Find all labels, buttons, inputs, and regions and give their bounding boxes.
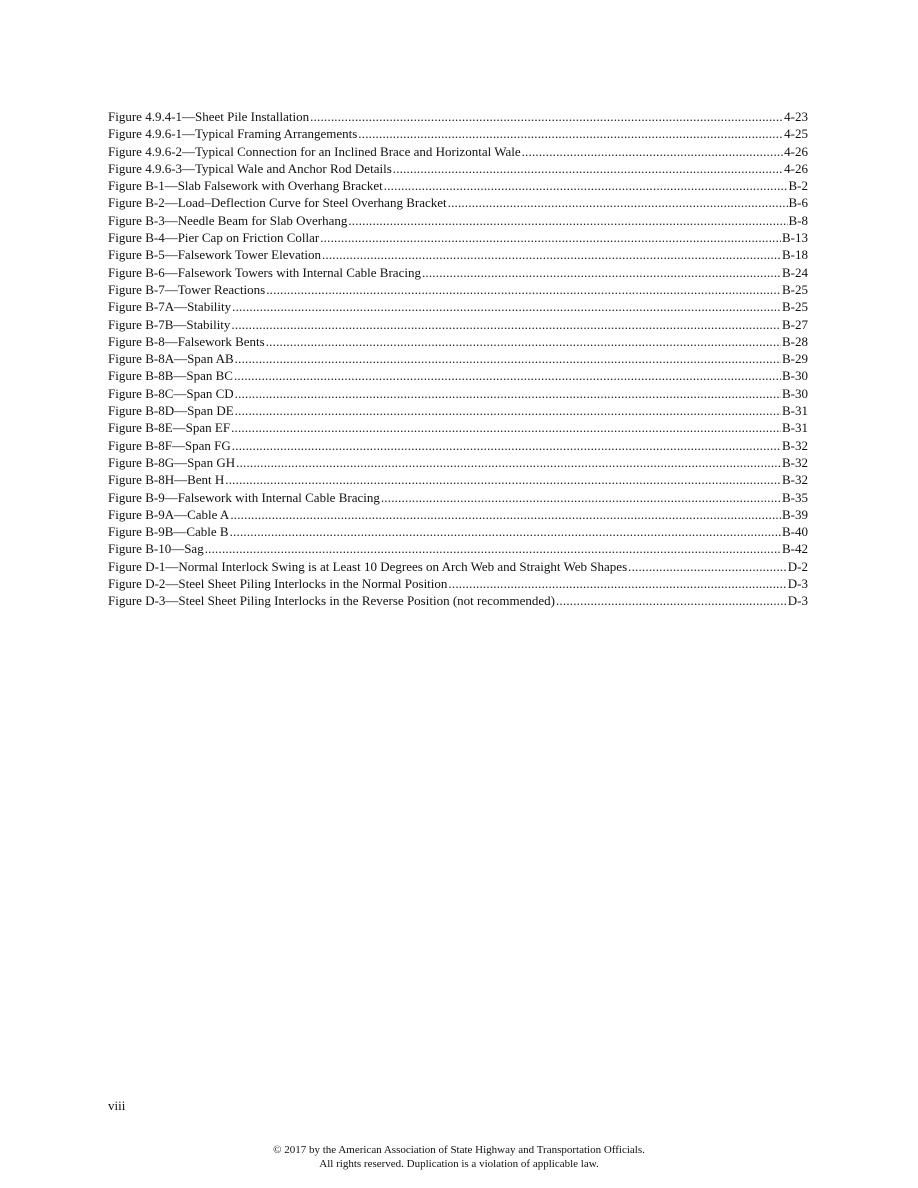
toc-entry-title: Figure B-7B—Stability <box>108 316 231 332</box>
toc-entry-page: B-35 <box>782 489 808 505</box>
toc-entry-page: B-32 <box>782 437 808 453</box>
toc-entry[interactable] <box>108 194 808 211</box>
dot-leader <box>230 523 781 540</box>
toc-entry-title: Figure B-8D—Span DE <box>108 403 234 419</box>
toc-entry[interactable] <box>108 523 808 540</box>
toc-entry[interactable] <box>108 229 808 246</box>
toc-entry-title: Figure B-8E—Span EF <box>108 420 231 436</box>
dot-leader <box>393 160 783 177</box>
dot-leader <box>348 212 787 229</box>
dot-leader <box>232 437 781 454</box>
toc-entry[interactable] <box>108 385 808 402</box>
dot-leader <box>205 540 781 557</box>
dot-leader <box>235 402 781 419</box>
toc-entry[interactable] <box>108 402 808 419</box>
dot-leader <box>522 143 784 160</box>
toc-entry-page: B-42 <box>782 541 808 557</box>
toc-entry-title: Figure B-6—Falsework Towers with Internal Cable Bracing <box>108 264 421 280</box>
toc-entry-page: B-28 <box>782 333 808 349</box>
dot-leader <box>266 281 781 298</box>
rights-line: All rights reserved. Duplication is a violation of applicable law. <box>319 1158 599 1170</box>
toc-entry[interactable] <box>108 350 808 367</box>
toc-entry-page: D-3 <box>787 576 808 592</box>
dot-leader <box>384 177 788 194</box>
toc-entry[interactable] <box>108 264 808 281</box>
toc-entry[interactable] <box>108 246 808 263</box>
toc-entry-page: B-40 <box>782 524 808 540</box>
toc-entry-page: 4-23 <box>784 109 808 124</box>
dot-leader <box>448 575 786 592</box>
toc-entry-title: Figure D-3—Steel Sheet Piling Interlocks in the Reverse Position (not recommended) <box>108 593 555 609</box>
dot-leader <box>266 333 781 350</box>
toc-entry-page: B-31 <box>782 403 808 419</box>
toc-entry[interactable] <box>108 108 808 125</box>
dot-leader <box>230 506 781 523</box>
toc-entry-title: Figure D-2—Steel Sheet Piling Interlocks in the Normal Position <box>108 576 448 592</box>
toc-entry[interactable] <box>108 471 808 488</box>
toc-entry[interactable] <box>108 298 808 315</box>
toc-entry[interactable] <box>108 489 808 506</box>
toc-entry-title: Figure B-8C—Span CD <box>108 385 234 401</box>
toc-entry-title: Figure B-9—Falsework with Internal Cable Bracing <box>108 489 380 505</box>
toc-entry-page: B-30 <box>782 368 808 384</box>
toc-entry-page: D-3 <box>787 593 808 609</box>
toc-entry[interactable] <box>108 177 808 194</box>
dot-leader <box>310 108 783 125</box>
dot-leader <box>320 229 781 246</box>
toc-entry-title: Figure B-1—Slab Falsework with Overhang Bracket <box>108 178 383 194</box>
dot-leader <box>225 471 781 488</box>
toc-entry-title: Figure B-8B—Span BC <box>108 368 233 384</box>
dot-leader <box>236 454 781 471</box>
dot-leader <box>232 298 781 315</box>
dot-leader <box>322 246 781 263</box>
toc-entry-title: Figure B-7A—Stability <box>108 299 232 315</box>
toc-entry-page: B-39 <box>782 506 808 522</box>
dot-leader <box>235 385 781 402</box>
toc-entry-title: Figure D-1—Normal Interlock Swing is at Least 10 Degrees on Arch Web and Straight Web Shapes <box>108 558 628 574</box>
toc-entry-page: B-2 <box>788 178 808 194</box>
toc-entry-page: B-30 <box>782 385 808 401</box>
toc-entry-page: 4-26 <box>784 143 808 159</box>
toc-entry-page: B-18 <box>782 247 808 263</box>
dot-leader <box>422 264 781 281</box>
copyright-footer <box>0 1143 918 1171</box>
toc-entry-page: B-24 <box>782 264 808 280</box>
toc-entry[interactable] <box>108 592 808 609</box>
toc-entry-title: Figure B-3—Needle Beam for Slab Overhang <box>108 212 348 228</box>
toc-entry[interactable] <box>108 454 808 471</box>
toc-entry-page: B-8 <box>788 212 808 228</box>
toc-entry[interactable] <box>108 212 808 229</box>
dot-leader <box>556 592 787 609</box>
toc-entry[interactable] <box>108 281 808 298</box>
toc-entry-page: B-6 <box>788 195 808 211</box>
toc-entry-page: B-31 <box>782 420 808 436</box>
toc-entry[interactable] <box>108 540 808 557</box>
toc-entry-title: Figure B-4—Pier Cap on Friction Collar <box>108 230 320 246</box>
dot-leader <box>628 558 787 575</box>
toc-entry[interactable] <box>108 333 808 350</box>
toc-entry[interactable] <box>108 419 808 436</box>
toc-entry[interactable] <box>108 125 808 142</box>
toc-entry[interactable] <box>108 575 808 592</box>
toc-entry[interactable] <box>108 316 808 333</box>
list-of-figures <box>108 108 808 610</box>
toc-entry-title: Figure B-8H—Bent H <box>108 472 225 488</box>
toc-entry-title: Figure B-2—Load–Deflection Curve for Steel Overhang Bracket <box>108 195 447 211</box>
toc-entry-title: Figure 4.9.4-1—Sheet Pile Installation <box>108 109 310 124</box>
toc-entry[interactable] <box>108 143 808 160</box>
toc-entry-title: Figure B-7—Tower Reactions <box>108 281 266 297</box>
toc-entry-title: Figure B-8F—Span FG <box>108 437 231 453</box>
toc-entry-title: Figure 4.9.6-1—Typical Framing Arrangements <box>108 126 358 142</box>
toc-entry-title: Figure B-8G—Span GH <box>108 454 236 470</box>
toc-entry-page: 4-25 <box>784 126 808 142</box>
toc-entry[interactable] <box>108 506 808 523</box>
toc-entry-page: B-25 <box>782 281 808 297</box>
dot-leader <box>358 125 783 142</box>
toc-entry-page: B-32 <box>782 454 808 470</box>
toc-entry[interactable] <box>108 558 808 575</box>
toc-entry-page: B-27 <box>782 316 808 332</box>
toc-entry-title: Figure B-9A—Cable A <box>108 506 230 522</box>
dot-leader <box>234 367 781 384</box>
toc-entry-title: Figure 4.9.6-2—Typical Connection for an Inclined Brace and Horizontal Wale <box>108 143 521 159</box>
toc-entry-page: 4-26 <box>784 160 808 176</box>
dot-leader <box>231 419 781 436</box>
toc-entry-title: Figure 4.9.6-3—Typical Wale and Anchor Rod Details <box>108 160 392 176</box>
toc-entry-page: B-32 <box>782 472 808 488</box>
page-number: viii <box>108 1098 126 1113</box>
dot-leader <box>231 316 781 333</box>
dot-leader <box>448 194 788 211</box>
toc-entry-title: Figure B-5—Falsework Tower Elevation <box>108 247 321 263</box>
toc-entry-title: Figure B-10—Sag <box>108 541 204 557</box>
toc-entry[interactable] <box>108 160 808 177</box>
toc-entry-title: Figure B-9B—Cable B <box>108 524 229 540</box>
toc-entry[interactable] <box>108 367 808 384</box>
toc-entry-page: B-13 <box>782 230 808 246</box>
toc-entry-page: B-29 <box>782 351 808 367</box>
dot-leader <box>381 489 781 506</box>
toc-entry-title: Figure B-8—Falsework Bents <box>108 333 265 349</box>
toc-entry[interactable] <box>108 437 808 454</box>
toc-entry-page: D-2 <box>787 558 808 574</box>
toc-entry-title: Figure B-8A—Span AB <box>108 351 234 367</box>
dot-leader <box>235 350 781 367</box>
copyright-line: © 2017 by the American Association of State Highway and Transportation Officials. <box>273 1144 645 1156</box>
toc-entry-page: B-25 <box>782 299 808 315</box>
